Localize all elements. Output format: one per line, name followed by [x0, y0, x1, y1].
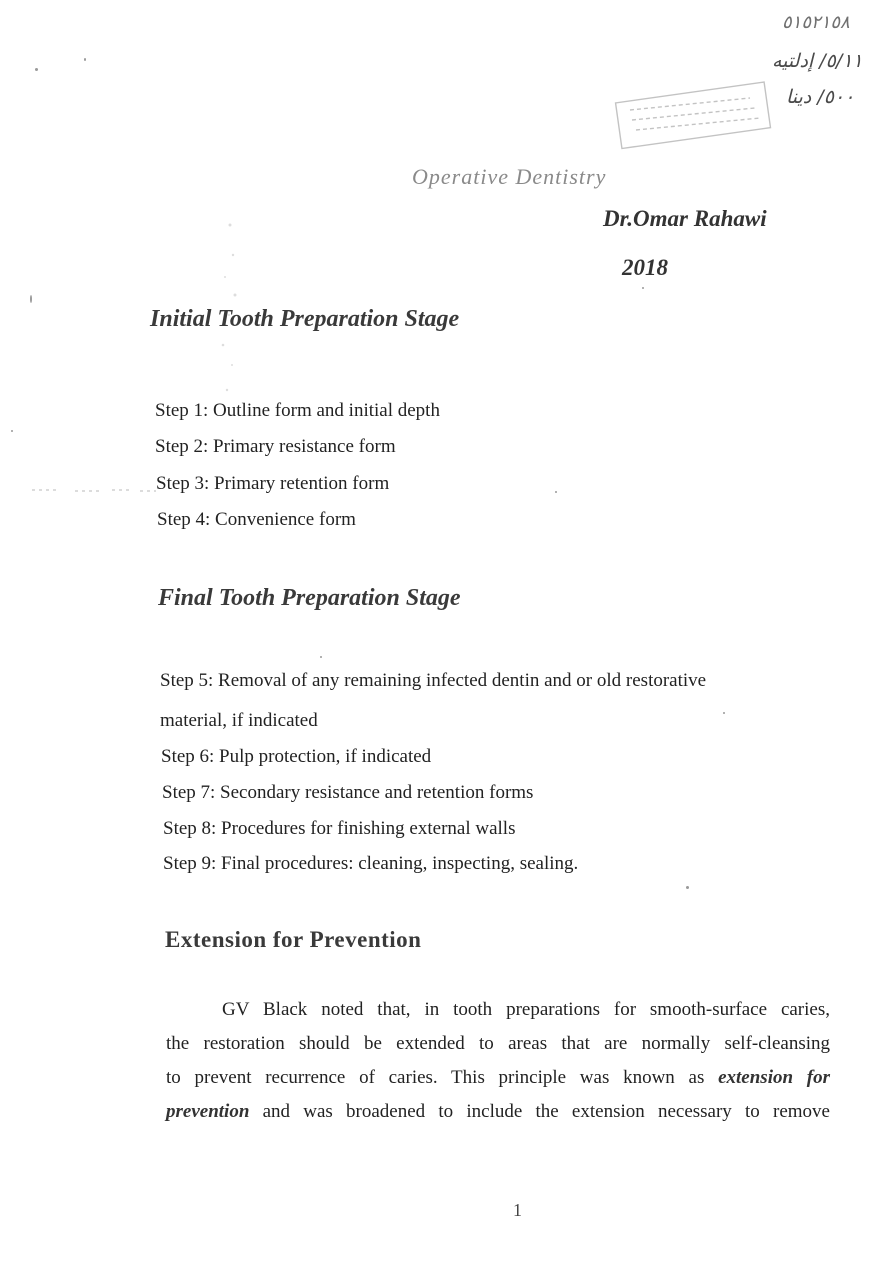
paragraph-line: GV Black noted that, in tooth preparations for smooth-surface caries, [222, 999, 830, 1020]
paragraph-text: and was broadened to include the extension necessary to remove [249, 1101, 830, 1122]
page-number: 1 [513, 1200, 522, 1220]
step-4: Step 4: Convenience form [157, 509, 356, 530]
section-heading-final: Final Tooth Preparation Stage [158, 585, 461, 611]
step-6: Step 6: Pulp protection, if indicated [161, 746, 432, 767]
emphasized-term: prevention [166, 1101, 250, 1122]
step-5: Step 5: Removal of any remaining infected dentin and or old restorative [160, 670, 707, 691]
scan-speck [30, 295, 32, 303]
paragraph-text: to prevent recurrence of caries. This principle was known as [166, 1067, 719, 1088]
scan-speck [723, 712, 725, 714]
scan-speck [642, 287, 644, 289]
library-stamp-image [610, 80, 780, 150]
course-title: Operative Dentistry [412, 164, 607, 189]
step-3: Step 3: Primary retention form [156, 473, 390, 494]
step-7: Step 7: Secondary resistance and retention forms [162, 782, 534, 803]
scan-speck [320, 656, 322, 658]
step-9: Step 9: Final procedures: cleaning, inspecting, sealing. [163, 853, 579, 874]
document-year: 2018 [622, 255, 668, 280]
section-heading-extension: Extension for Prevention [165, 927, 422, 952]
step-2: Step 2: Primary resistance form [155, 436, 396, 457]
extension-paragraph [166, 993, 830, 1129]
scan-speck [11, 430, 13, 432]
scan-dashes [30, 482, 160, 502]
step-1: Step 1: Outline form and initial depth [155, 400, 440, 421]
scan-speck [555, 491, 557, 493]
step-8: Step 8: Procedures for finishing external walls [163, 818, 516, 839]
step-5-continuation: material, if indicated [160, 710, 318, 731]
section-heading-initial: Initial Tooth Preparation Stage [150, 306, 460, 332]
scan-speck [35, 68, 38, 71]
author-name: Dr.Omar Rahawi [603, 206, 767, 231]
handwritten-note [768, 10, 894, 120]
handwritten-line-3: ٥٠٠/ دينا [786, 86, 855, 108]
paragraph-line: the restoration should be extended to areas that are normally self-cleansing [166, 1033, 830, 1054]
handwritten-line-2: ٥/١١/ إدلتيه [772, 50, 863, 72]
handwritten-line-1: ٥١٥٢١٥٨ [782, 12, 850, 33]
paragraph-line [166, 1095, 830, 1129]
paragraph-line [166, 1061, 830, 1095]
scan-speck [686, 886, 689, 889]
emphasized-term: extension for [718, 1067, 830, 1088]
scan-speck [84, 58, 86, 61]
